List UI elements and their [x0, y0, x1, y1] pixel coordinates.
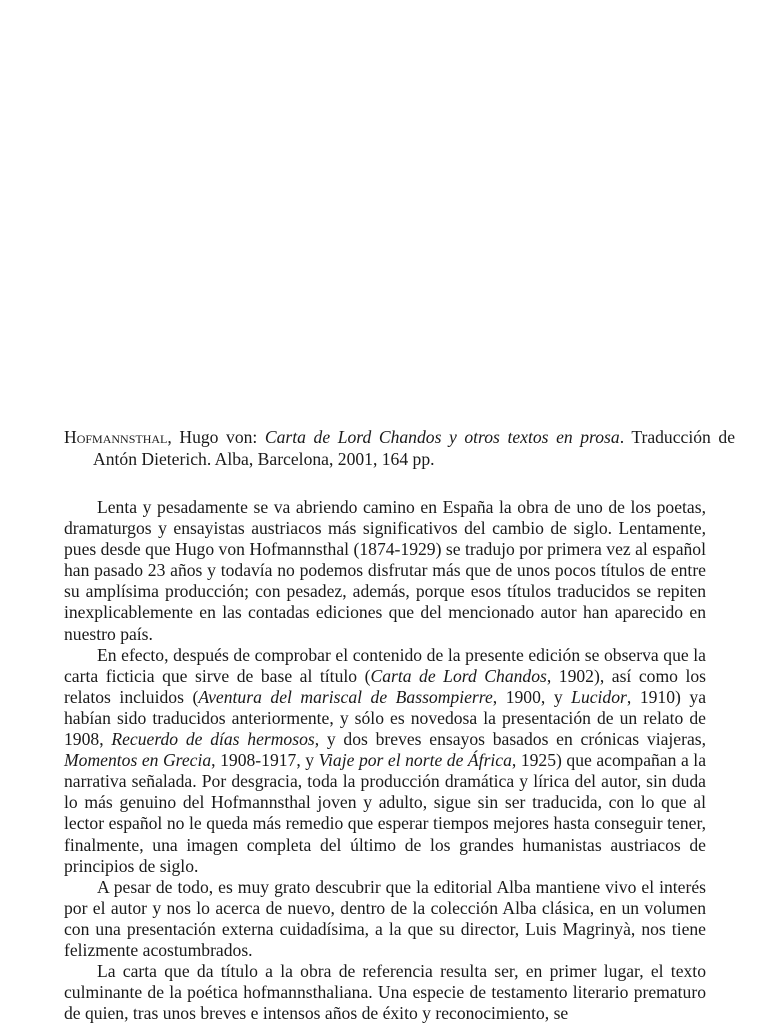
- paragraph-text: , 1910) ya habían sido traducidos anteriormente, y sólo es novedosa la presentación de un relato de 1908,: [64, 686, 707, 750]
- paragraph-text: En efecto, después de comprobar el contenido de la presente edición se observa que la carta ficticia que sirve de base al título (: [64, 644, 706, 686]
- work-title: Lucidor: [571, 686, 627, 707]
- paragraph-3: [64, 877, 706, 961]
- publication-details: . Traducción de Antón Dieterich. Alba, Barcelona, 2001, 164 pp.: [93, 427, 736, 469]
- paragraph-text: , 1902), así como los relatos incluidos (: [64, 665, 706, 707]
- work-title: Recuerdo de días hermosos: [111, 729, 315, 750]
- paragraph-text: A pesar de todo, es muy grato descubrir que la editorial Alba mantiene vivo el interés por el autor y nos lo acerca de nuevo, dentro de la colección Alba clásica, en un volumen con una presentación externa cuidadísima, a la que su director, Luis Magrinyà, nos tiene felizmente acostumbrados.: [64, 876, 706, 960]
- bibliographic-citation: [64, 427, 735, 470]
- paragraph-text: , 1900, y: [492, 686, 572, 707]
- paragraph-4: [64, 961, 706, 1024]
- paragraph-text: La carta que da título a la obra de referencia resulta ser, en primer lugar, el texto culminante de la poética hofmannsthaliana. Una especie de testamento literario prematuro de quien, tras unos breves e intensos años de éxito y reconocimiento, se: [64, 961, 706, 1024]
- work-title: Viaje por el norte de África: [318, 750, 512, 771]
- work-title: Carta de Lord Chandos: [370, 665, 547, 686]
- author-firstname: , Hugo von:: [167, 427, 265, 447]
- paragraph-2: [64, 645, 706, 877]
- review-body: [64, 497, 706, 1024]
- book-title: Carta de Lord Chandos y otros textos en prosa: [264, 427, 620, 447]
- paragraph-text: Lenta y pesadamente se va abriendo camino en España la obra de uno de los poetas, dramaturgos y ensayistas austriacos más significativos del cambio de siglo. Lentamente, pues desde que Hugo von Hofmannsthal (1874-1929) se tradujo por primera vez al español han pasado 23 años y todavía no podemos disfrutar más que de unos pocos títulos de entre su amplísima producción; con pesadez, además, porque esos títulos traducidos se repiten inexplicablemente en las contadas ediciones que del mencionado autor han aparecido en nuestro país.: [64, 497, 706, 644]
- work-title: Aventura del mariscal de Bassompierre: [198, 686, 493, 707]
- paragraph-text: , y dos breves ensayos basados en crónicas viajeras,: [314, 729, 706, 750]
- paragraph-text: , 1908-1917, y: [211, 750, 319, 771]
- work-title: Momentos en Grecia: [64, 750, 212, 771]
- author-lastname: Hofmannsthal: [64, 427, 168, 447]
- paragraph-1: [64, 497, 706, 645]
- paragraph-text: , 1925) que acompañan a la narrativa señalada. Por desgracia, toda la producción dramática y lírica del autor, sin duda lo más genuino del Hofmannsthal joven y adulto, sigue sin ser traducida, con lo que al lector español no le queda más remedio que esperar tiempos mejores hasta conseguir tener, finalmente, una imagen completa del último de los grandes humanistas austriacos de principios de siglo.: [64, 750, 707, 876]
